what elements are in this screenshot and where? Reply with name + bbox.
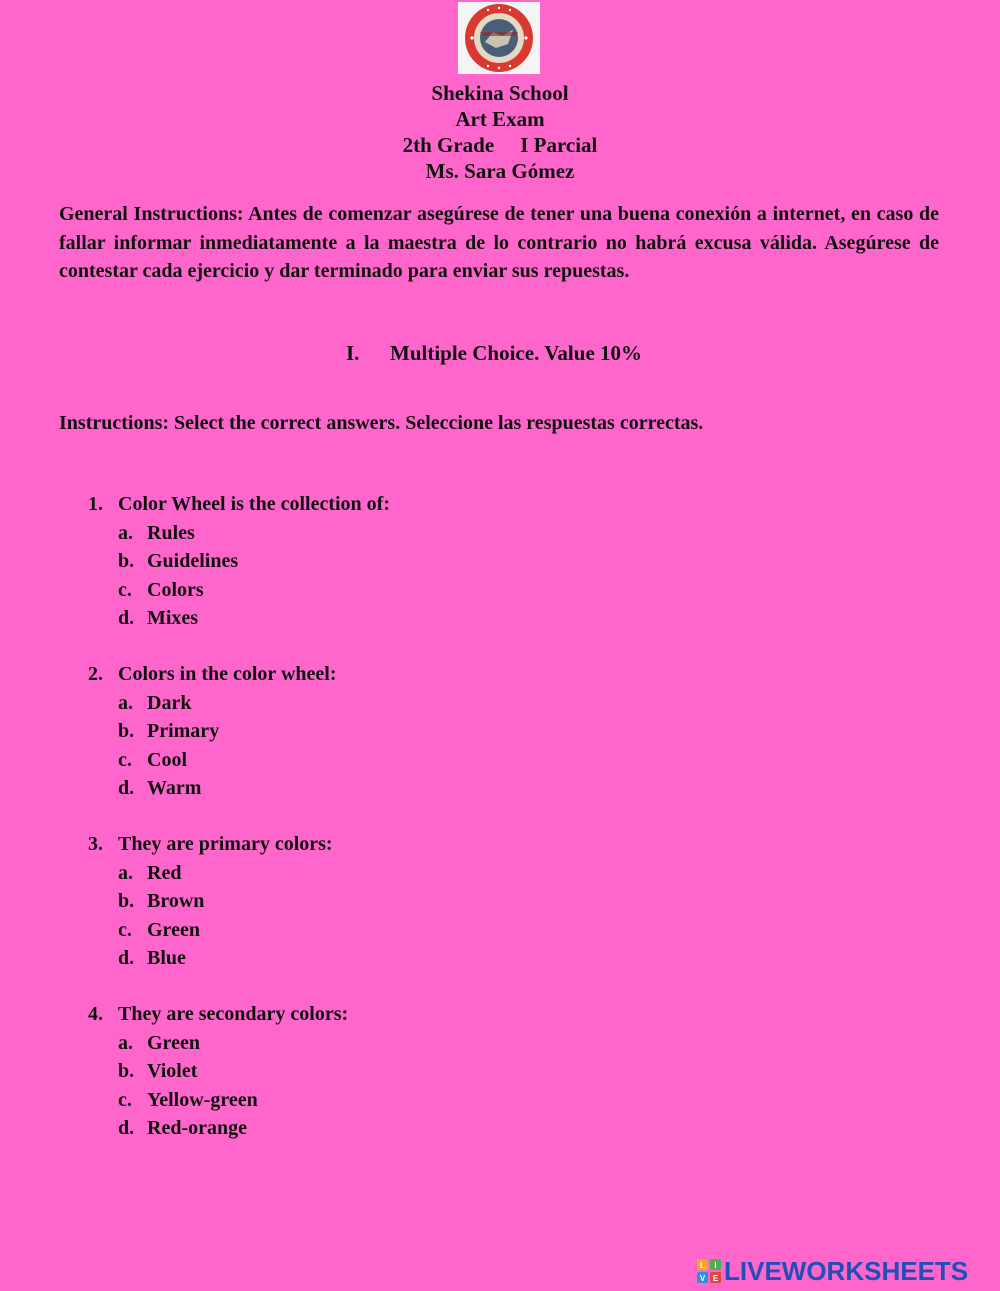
option-4c[interactable] <box>88 1086 348 1115</box>
exam-header <box>0 80 1000 184</box>
question-number: 3. <box>88 833 103 855</box>
option-text: Violet <box>147 1060 198 1082</box>
section-number: I. <box>346 341 360 365</box>
option-text: Green <box>147 918 200 941</box>
exam-title: Art Exam <box>455 107 545 131</box>
option-letter: d. <box>118 947 135 969</box>
option-text: Cool <box>147 748 187 771</box>
question-text: Color Wheel is the collection of: <box>118 493 390 515</box>
question-4 <box>88 1000 348 1143</box>
grade: 2th Grade <box>402 133 495 157</box>
option-letter: c. <box>118 578 132 601</box>
svg-text:V: V <box>699 1274 706 1283</box>
option-text: Warm <box>147 777 202 799</box>
option-letter: d. <box>118 1117 135 1139</box>
option-letter: a. <box>118 691 133 714</box>
svg-text:L: L <box>700 1261 705 1270</box>
option-text: Colors <box>147 578 204 601</box>
question-text: They are secondary colors: <box>118 1003 349 1025</box>
question-2 <box>88 660 337 803</box>
option-letter: b. <box>118 550 135 572</box>
option-text: Guidelines <box>147 550 239 572</box>
option-2d[interactable] <box>88 774 337 803</box>
question-3 <box>88 830 333 973</box>
option-letter: d. <box>118 607 135 629</box>
option-letter: d. <box>118 777 135 799</box>
option-letter: a. <box>118 861 133 884</box>
school-name: Shekina School <box>431 81 569 105</box>
option-letter: b. <box>118 1060 135 1082</box>
question-number: 2. <box>88 663 103 685</box>
option-3d[interactable] <box>88 944 333 973</box>
option-1b[interactable] <box>88 547 390 576</box>
option-4a[interactable] <box>88 1029 348 1058</box>
option-text: Blue <box>147 947 186 969</box>
school-seal-icon <box>458 2 540 74</box>
option-text: Dark <box>147 691 192 714</box>
option-text: Primary <box>147 720 220 742</box>
option-letter: c. <box>118 918 132 941</box>
option-2a[interactable] <box>88 689 337 718</box>
option-letter: b. <box>118 890 135 912</box>
option-text: Green <box>147 1031 200 1054</box>
option-letter: a. <box>118 1031 133 1054</box>
option-2b[interactable] <box>88 717 337 746</box>
option-text: Mixes <box>147 607 199 629</box>
option-3c[interactable] <box>88 916 333 945</box>
option-3b[interactable] <box>88 887 333 916</box>
liveworksheets-logo-icon <box>697 1259 721 1283</box>
question-1 <box>88 490 390 633</box>
option-letter: c. <box>118 1088 132 1111</box>
option-2c[interactable] <box>88 746 337 775</box>
section-title: Multiple Choice. Value 10% <box>390 341 643 365</box>
svg-text:I: I <box>714 1261 717 1270</box>
option-1c[interactable] <box>88 576 390 605</box>
option-4d[interactable] <box>88 1114 348 1143</box>
option-4b[interactable] <box>88 1057 348 1086</box>
option-1a[interactable] <box>88 519 390 548</box>
question-text: They are primary colors: <box>118 833 333 855</box>
option-text: Brown <box>147 890 205 912</box>
term: I Parcial <box>520 133 598 157</box>
question-number: 1. <box>88 493 103 515</box>
option-letter: a. <box>118 521 133 544</box>
option-3a[interactable] <box>88 859 333 888</box>
teacher-name: Ms. Sara Gómez <box>425 159 575 183</box>
school-logo <box>458 2 540 74</box>
option-1d[interactable] <box>88 604 390 633</box>
question-number: 4. <box>88 1003 103 1025</box>
option-text: Red <box>147 861 182 884</box>
question-text: Colors in the color wheel: <box>118 663 337 685</box>
section-heading <box>346 340 642 366</box>
general-instructions: General Instructions: Antes de comenzar asegúrese de tener una buena conexión a internet, en caso de fallar informar inmediatamente a la maestra de lo contrario no habrá excusa válida. Asegúrese de contestar cada ejercicio y dar terminado para enviar sus repuestas. <box>59 203 939 282</box>
brand-name: LIVEWORKSHEETS <box>724 1256 969 1286</box>
instructions: Instructions: Select the correct answers. Seleccione las respuestas correctas. <box>59 412 704 434</box>
option-letter: b. <box>118 720 135 742</box>
option-text: Red-orange <box>147 1117 247 1139</box>
option-text: Rules <box>147 521 195 544</box>
grade-term-line <box>0 132 1000 158</box>
option-letter: c. <box>118 748 132 771</box>
svg-text:E: E <box>712 1274 719 1283</box>
option-text: Yellow-green <box>147 1088 258 1111</box>
